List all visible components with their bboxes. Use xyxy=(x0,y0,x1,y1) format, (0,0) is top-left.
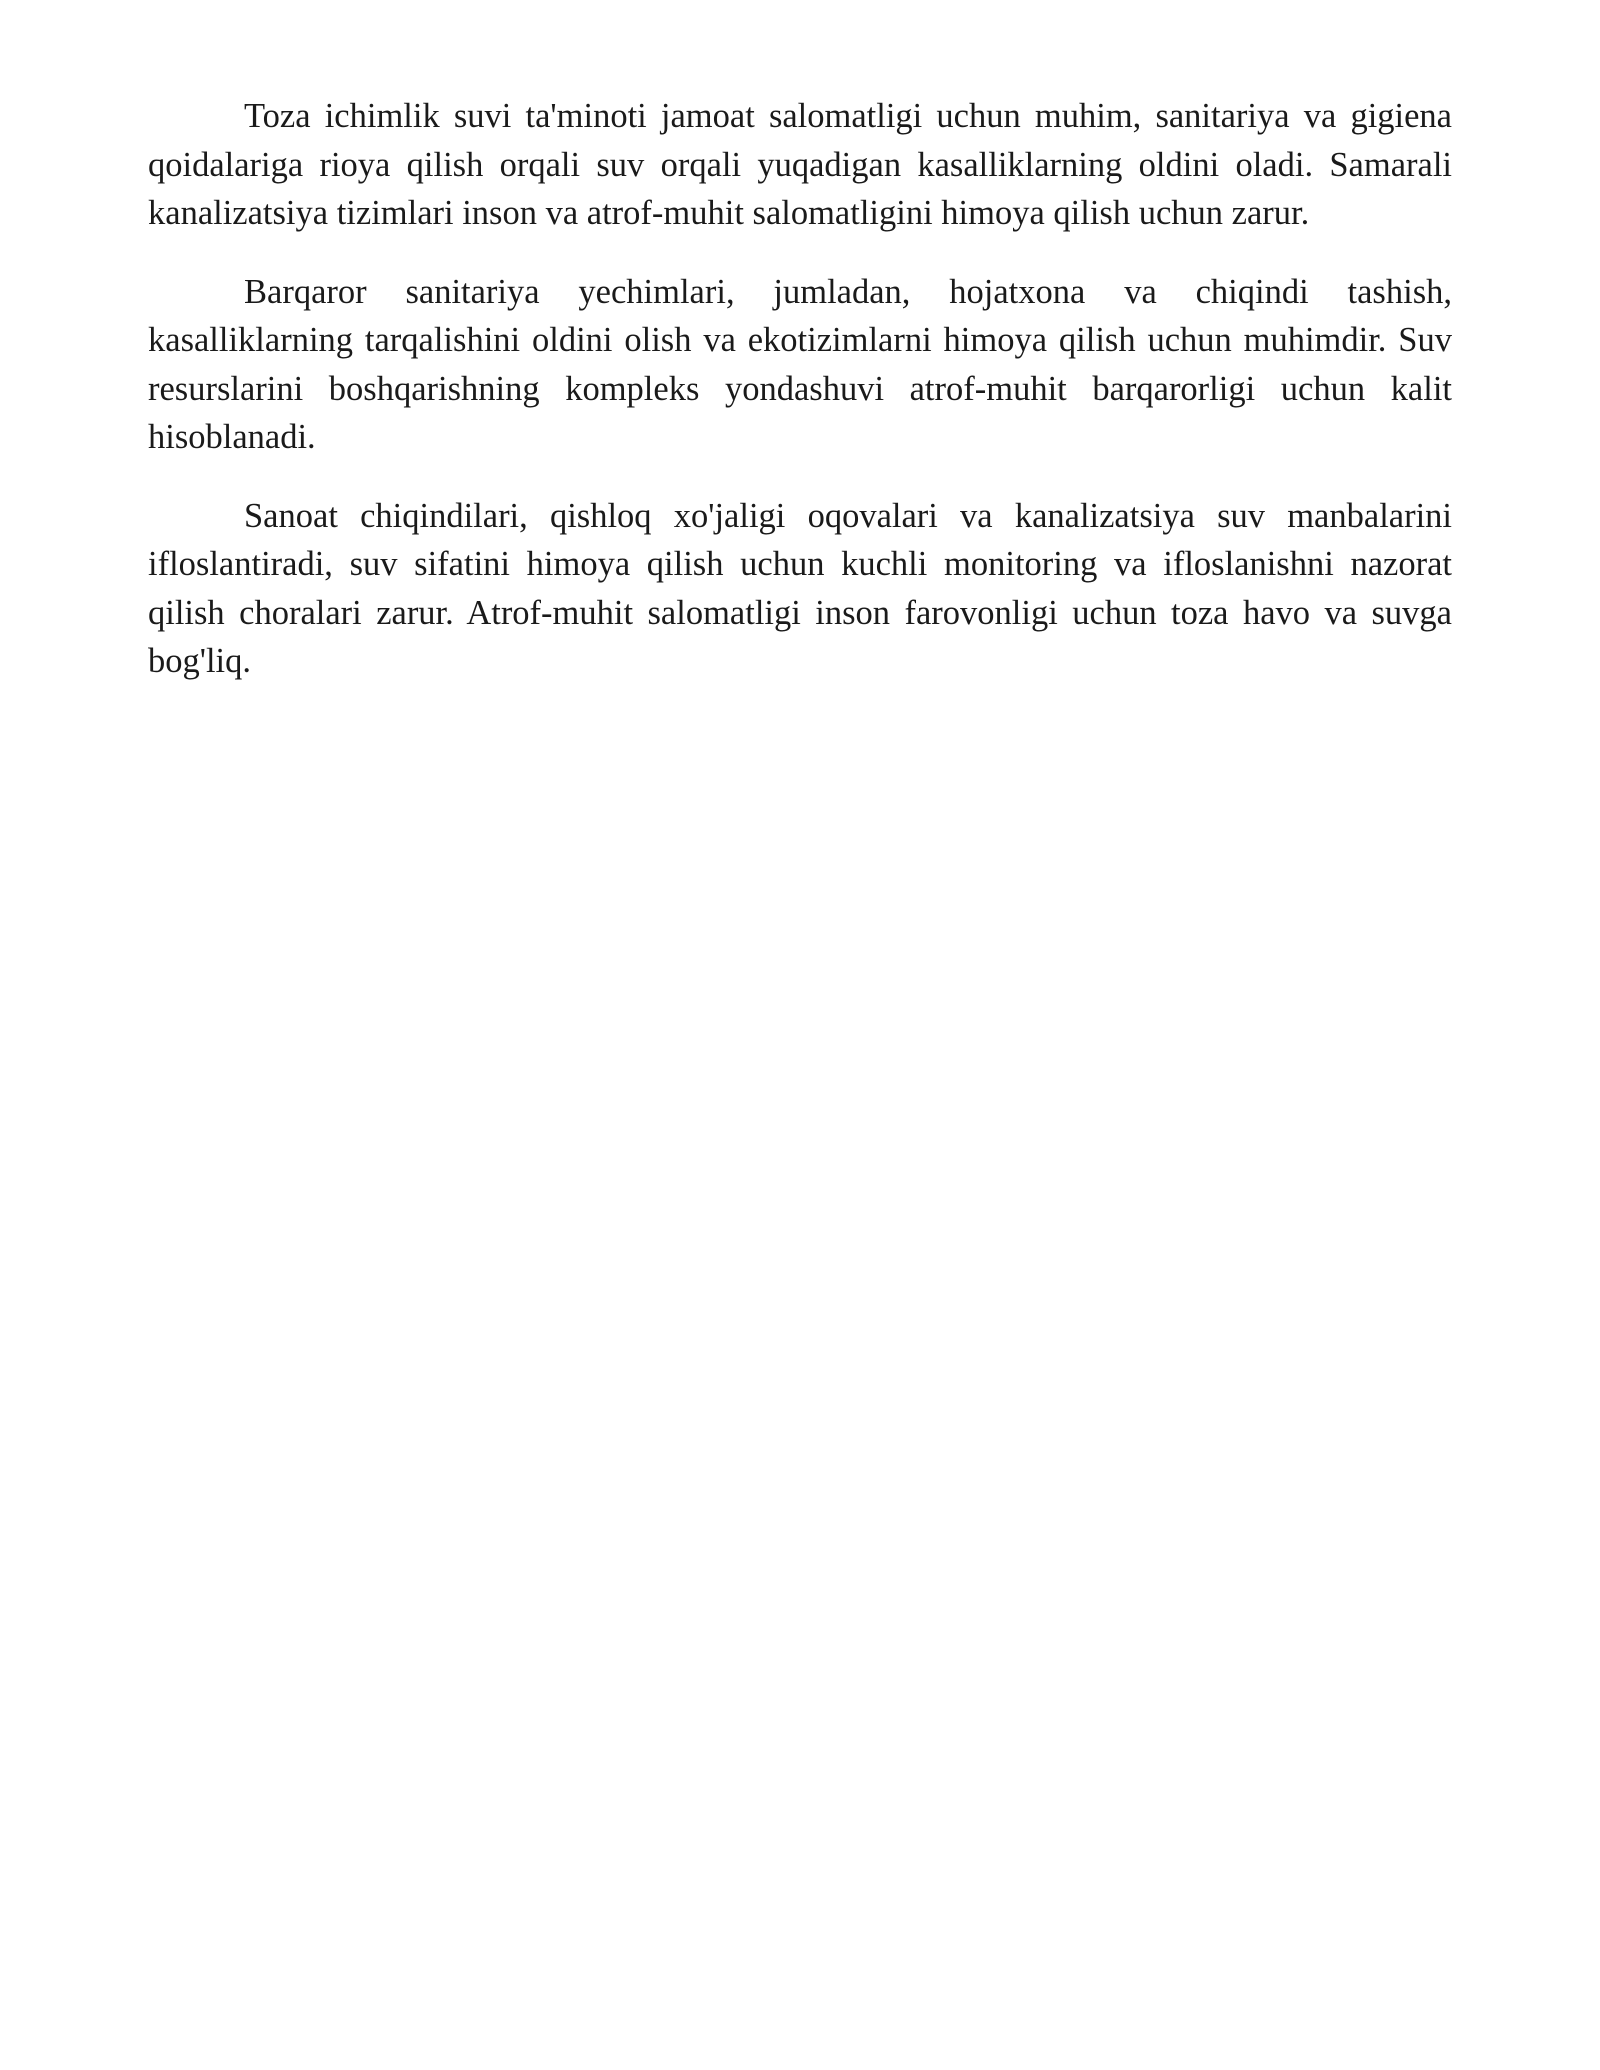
paragraph-1: Toza ichimlik suvi ta'minoti jamoat salomatligi uchun muhim, sanitariya va gigiena qoidalariga rioya qilish orqali suv orqali yuqadigan kasalliklarning oldini oladi. Samarali kanalizatsiya tizimlari inson va atrof-muhit salomatligini himoya qilish uchun zarur. xyxy=(148,97,1452,232)
document-body xyxy=(148,92,1452,716)
paragraph-2: Barqaror sanitariya yechimlari, jumladan, hojatxona va chiqindi tashish, kasalliklarning tarqalishini oldini olish va ekotizimlarni himoya qilish uchun muhimdir. Suv resurslarini boshqarishning kompleks yondashuvi atrof-muhit barqarorligi uchun kalit hisoblanadi. xyxy=(148,272,1452,456)
paragraph-3: Sanoat chiqindilari, qishloq xo'jaligi oqovalari va kanalizatsiya suv manbalarini ifloslantiradi, suv sifatini himoya qilish uchun kuchli monitoring va ifloslanishni nazorat qilish choralari zarur. Atrof-muhit salomatligi inson farovonligi uchun toza havo va suvga bog'liq. xyxy=(148,496,1452,680)
